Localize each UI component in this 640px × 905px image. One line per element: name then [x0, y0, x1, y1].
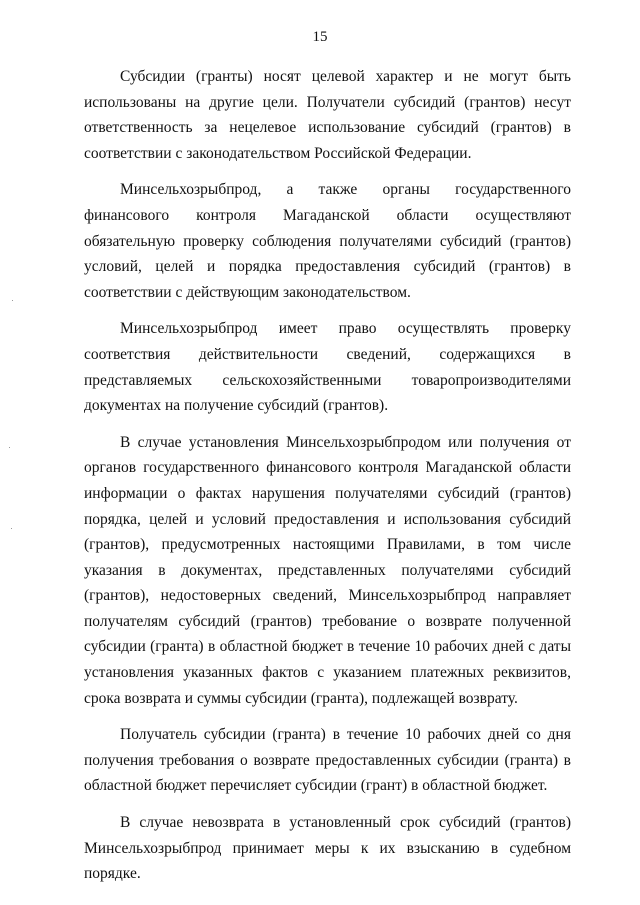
- paragraph-right-to-verify: Минсельхозрыбпрод имеет право осуществлять проверку соответствия действительности сведений, содержащихся в представляемых сельскохозяйственными товаропроизводителями документах на получение субсидий (грантов).: [84, 320, 571, 415]
- document-body: [84, 64, 571, 898]
- scan-speck: [9, 447, 10, 448]
- paragraph-violation-refund-demand: В случае установления Минсельхозрыбпродом или получения от органов государственного финансового контроля Магаданской области информации о фактах нарушения получателями субсидий (грантов) порядка, целей и условий предоставления и использования субсидий (грантов), предусмотренных настоящими Правилами, в том числе указания в документах, представленных получателями субсидий (грантов), недостоверных сведений, Минсельхозрыбпрод направляет получателям субсидий (грантов) требование о возврате полученной субсидии (гранта) в областной бюджет в течение 10 рабочих дней с даты установления указанных фактов с указанием платежных реквизитов, срока возврата и суммы субсидии (гранта), подлежащей возврату.: [84, 433, 571, 707]
- paragraph-mandatory-inspection: Минсельхозрыбпрод, а также органы государственного финансового контроля Магаданской области осуществляют обязательную проверку соблюдения получателями субсидий (грантов) условий, целей и порядка предоставления субсидий (грантов) в соответствии с действующим законодательством.: [84, 181, 571, 301]
- scan-speck: [12, 300, 13, 301]
- page-number: 15: [312, 29, 328, 45]
- paragraph-recipient-refund: Получатель субсидии (гранта) в течение 10 рабочих дней со дня получения требования о возврате предоставленных субсидии (гранта) в областной бюджет перечисляет субсидии (грант) в областной бюджет.: [84, 726, 571, 795]
- scan-speck: [11, 528, 12, 529]
- paragraph-court-recovery: В случае невозврата в установленный срок субсидий (грантов) Минсельхозрыбпрод принимает меры к их взысканию в судебном порядке.: [84, 814, 571, 883]
- paragraph-targeted-use: Субсидии (гранты) носят целевой характер и не могут быть использованы на другие цели. Получатели субсидий (грантов) несут ответственность за нецелевое использование субсидий (грантов) в соответствии с законодательством Российской Федерации.: [84, 68, 571, 162]
